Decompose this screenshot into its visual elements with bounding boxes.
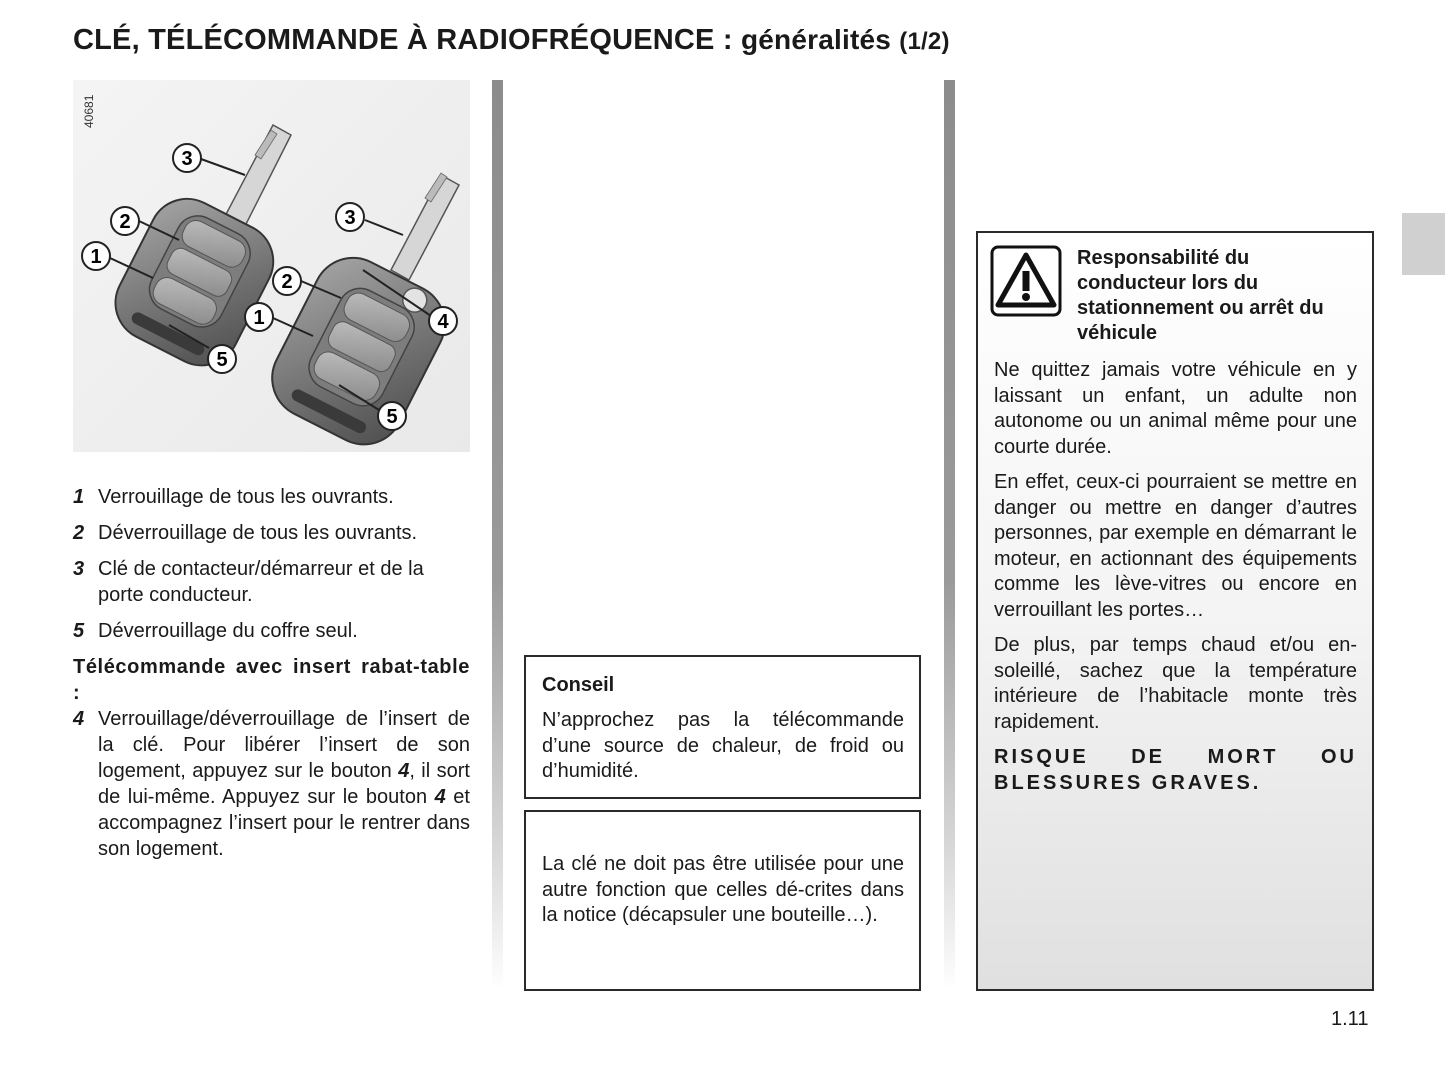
svg-text:1: 1 [253,307,265,329]
warning-title: Responsabilité du conducteur lors du stationnement ou arrêt du véhicule [1077,247,1324,344]
callout-1-right [245,303,273,331]
column-divider-right [944,80,955,990]
legend [73,484,470,872]
warning-risk: RISQUE DE MORT OU BLESSURES GRAVES. [994,746,1357,794]
page-number: 1.11 [1331,1008,1369,1030]
legend-text: Verrouillage/déverrouillage de l’insert de la clé. Pour libérer l’insert de son logement, appuyez sur le bouton 4, il sort de lui-même. Appuyez sur le bouton 4 et accompagnez l’insert pour le rentrer dans son logement. [98,708,470,860]
svg-text:3: 3 [344,207,356,229]
legend-text: Verrouillage de tous les ouvrants. [98,486,394,508]
warning-paragraph: En effet, ceux-ci pourraient se mettre en danger ou mettre en danger d’autres personnes, par exemple en démarrant le moteur, en actionnant des équipements comme les lève-vitres ou encore en verrouillant les portes… [994,471,1357,621]
page-title [73,24,950,57]
legend-subheading: Télécommande avec insert rabat-table : [73,656,470,704]
column-divider-left [492,80,503,990]
advice-box [524,655,921,799]
callout-3-right [336,203,364,231]
svg-text:2: 2 [281,271,293,293]
legend-num: 5 [73,620,85,642]
legend-num: 4 [73,708,85,730]
svg-text:2: 2 [119,211,131,233]
callout-2-left [111,207,139,235]
callout-2-right [273,267,301,295]
warning-body [994,358,1357,806]
callout-5-left [208,345,236,373]
warning-triangle-icon [990,245,1062,317]
key-illustration [73,80,470,452]
advice-text: N’approchez pas la télécommande d’une source de chaleur, de froid ou d’humidité. [542,709,904,782]
title-sub: généralités [740,24,892,55]
legend-item [73,556,470,608]
callout-1-left [82,242,110,270]
legend-text: Déverrouillage du coffre seul. [98,620,358,642]
legend-item [73,618,470,644]
legend-num: 3 [73,558,85,580]
warning-paragraph: Ne quittez jamais votre véhicule en y laissant un enfant, un adulte non autonome ou un animal même pour une courte durée. [994,359,1357,458]
key-blade-left [223,125,291,230]
legend-text: Clé de contacteur/démarreur et de la porte conducteur. [98,558,424,606]
callout-3-left [173,144,201,172]
svg-text:5: 5 [386,406,398,428]
callout-5-right [378,402,406,430]
callout-4-right [429,307,457,335]
warning-box [976,231,1374,991]
svg-text:3: 3 [181,148,193,170]
key-usage-text: La clé ne doit pas être utilisée pour une autre fonction que celles dé-crites dans la notice (décapsuler une bouteille…). [542,853,904,926]
svg-text:1: 1 [90,246,102,268]
legend-num: 2 [73,522,85,544]
figure-code: 40681 [82,94,96,128]
svg-text:5: 5 [216,349,228,371]
advice-title: Conseil [542,674,615,696]
title-part: (1/2) [899,28,950,55]
legend-item [73,484,470,510]
key-blade-right [391,173,459,280]
legend-item [73,520,470,546]
key-drawing [73,80,470,452]
chapter-tab [1402,213,1445,275]
legend-text: Déverrouillage de tous les ouvrants. [98,522,418,544]
legend-item-4 [73,706,470,862]
warning-paragraph: De plus, par temps chaud et/ou en-soleillé, sachez que la température intérieure de l’habitacle monte très rapidement. [994,634,1357,733]
svg-text:4: 4 [437,311,449,333]
legend-num: 1 [73,486,85,508]
title-main: CLÉ, TÉLÉCOMMANDE À RADIOFRÉQUENCE : [73,24,733,56]
key-usage-notice [524,810,921,991]
